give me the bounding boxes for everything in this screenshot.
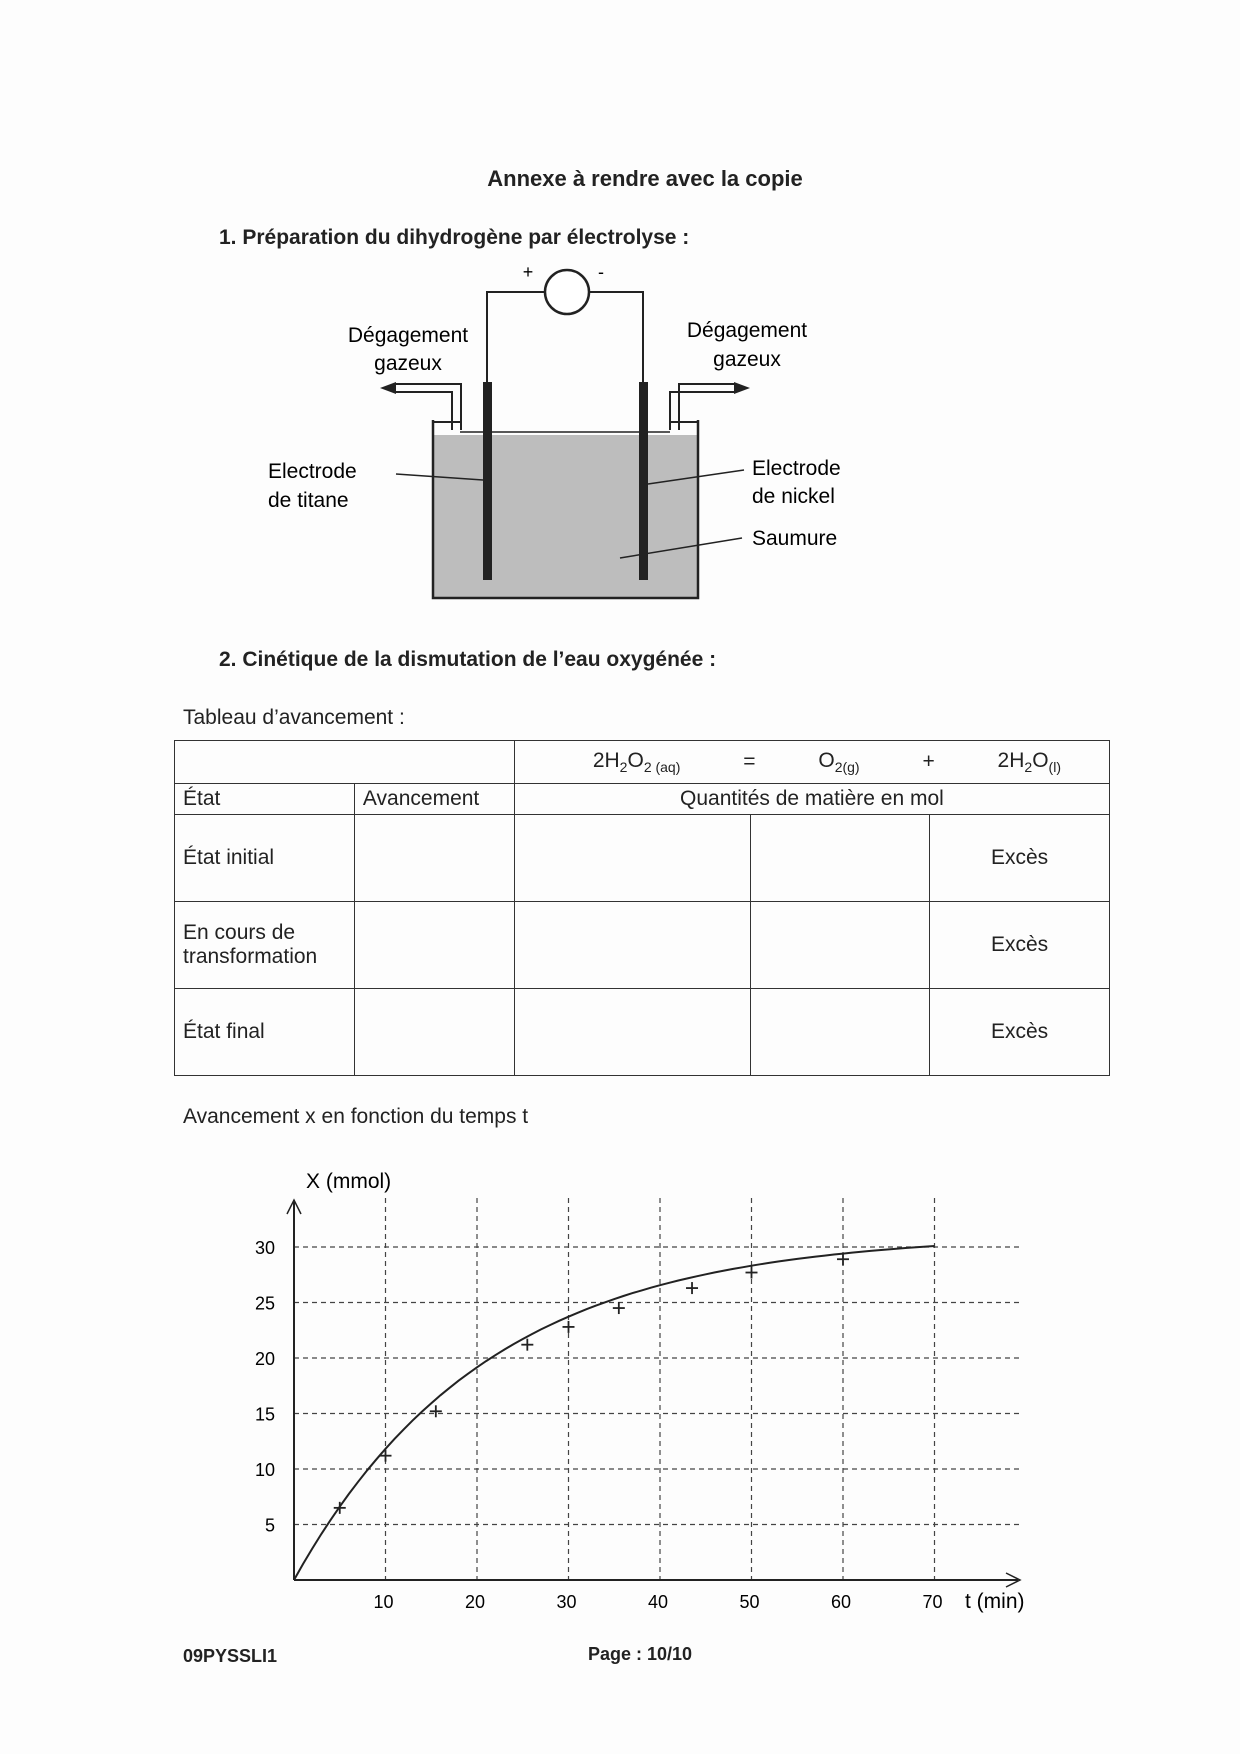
equals-sign: = <box>743 750 756 773</box>
electrode-label-right: Electrode <box>752 457 841 480</box>
data-point <box>746 1267 758 1279</box>
data-point <box>563 1321 575 1333</box>
section2-heading: 2. Cinétique de la dismutation de l’eau oxygénée : <box>219 648 717 671</box>
plus-sign: + <box>922 750 935 773</box>
y-tick-label: 25 <box>254 1293 275 1314</box>
y-tick-label: 5 <box>264 1515 275 1536</box>
gas-label-left: Dégagement <box>347 324 469 347</box>
chart-caption: Avancement x en fonction du temps t <box>183 1105 529 1128</box>
footer-page: Page : 10/10 <box>588 1644 693 1664</box>
state-label: État initial <box>175 815 355 902</box>
data-point <box>686 1282 698 1294</box>
brine-label: Saumure <box>752 527 838 550</box>
data-point <box>380 1450 392 1462</box>
x-tick-label: 70 <box>922 1592 943 1612</box>
x-tick-label: 50 <box>739 1592 760 1612</box>
gas-label-right: gazeux <box>713 348 781 371</box>
data-point <box>521 1339 533 1351</box>
water-cell: Excès <box>930 815 1110 902</box>
x-tick-label: 10 <box>373 1592 394 1612</box>
minus-sign: - <box>598 262 604 282</box>
x-tick-label: 40 <box>647 1592 669 1612</box>
plus-sign: + <box>522 262 534 282</box>
header-progress: Avancement <box>354 784 514 815</box>
water-cell: Excès <box>930 902 1110 989</box>
header-state: État <box>175 784 355 815</box>
product-oxygen: $O_{2(g)}$ <box>818 748 860 776</box>
electrode-label-right: de nickel <box>752 485 835 508</box>
gas-label-right: Dégagement <box>686 319 808 342</box>
state-label: En cours de transformation <box>175 902 355 989</box>
chart-axes <box>287 1200 1020 1587</box>
electrode-label-left: Electrode <box>268 460 357 483</box>
state-label: État final <box>175 989 355 1076</box>
y-tick-label: 20 <box>254 1349 275 1369</box>
reactant: $2H_2O_{2 (aq)}$ <box>592 748 681 776</box>
water-cell: Excès <box>930 989 1110 1076</box>
electrode-label-left: de titane <box>268 489 349 512</box>
data-point <box>430 1405 442 1417</box>
page-title: Annexe à rendre avec la copie <box>487 166 803 191</box>
gas-label-left: gazeux <box>374 352 442 375</box>
y-tick-label: 30 <box>254 1238 275 1258</box>
y-tick-label: 10 <box>254 1460 275 1480</box>
x-tick-label: 60 <box>830 1592 852 1612</box>
header-quantities: Quantités de matière en mol <box>514 784 1109 815</box>
x-axis-label: t (min) <box>965 1590 1025 1613</box>
x-tick-label: 20 <box>464 1592 486 1612</box>
data-point <box>613 1302 625 1314</box>
section1-heading: 1. Préparation du dihydrogène par électrolyse : <box>219 226 690 249</box>
chart-grid <box>294 1198 1022 1580</box>
product-water: $2H_2O_{(l)}$ <box>997 748 1061 776</box>
footer-code: 09PYSSLI1 <box>183 1646 278 1666</box>
x-tick-label: 30 <box>556 1592 577 1612</box>
y-axis-label: X (mmol) <box>306 1170 392 1193</box>
table-caption: Tableau d’avancement : <box>183 706 405 729</box>
y-tick-label: 15 <box>254 1404 275 1425</box>
